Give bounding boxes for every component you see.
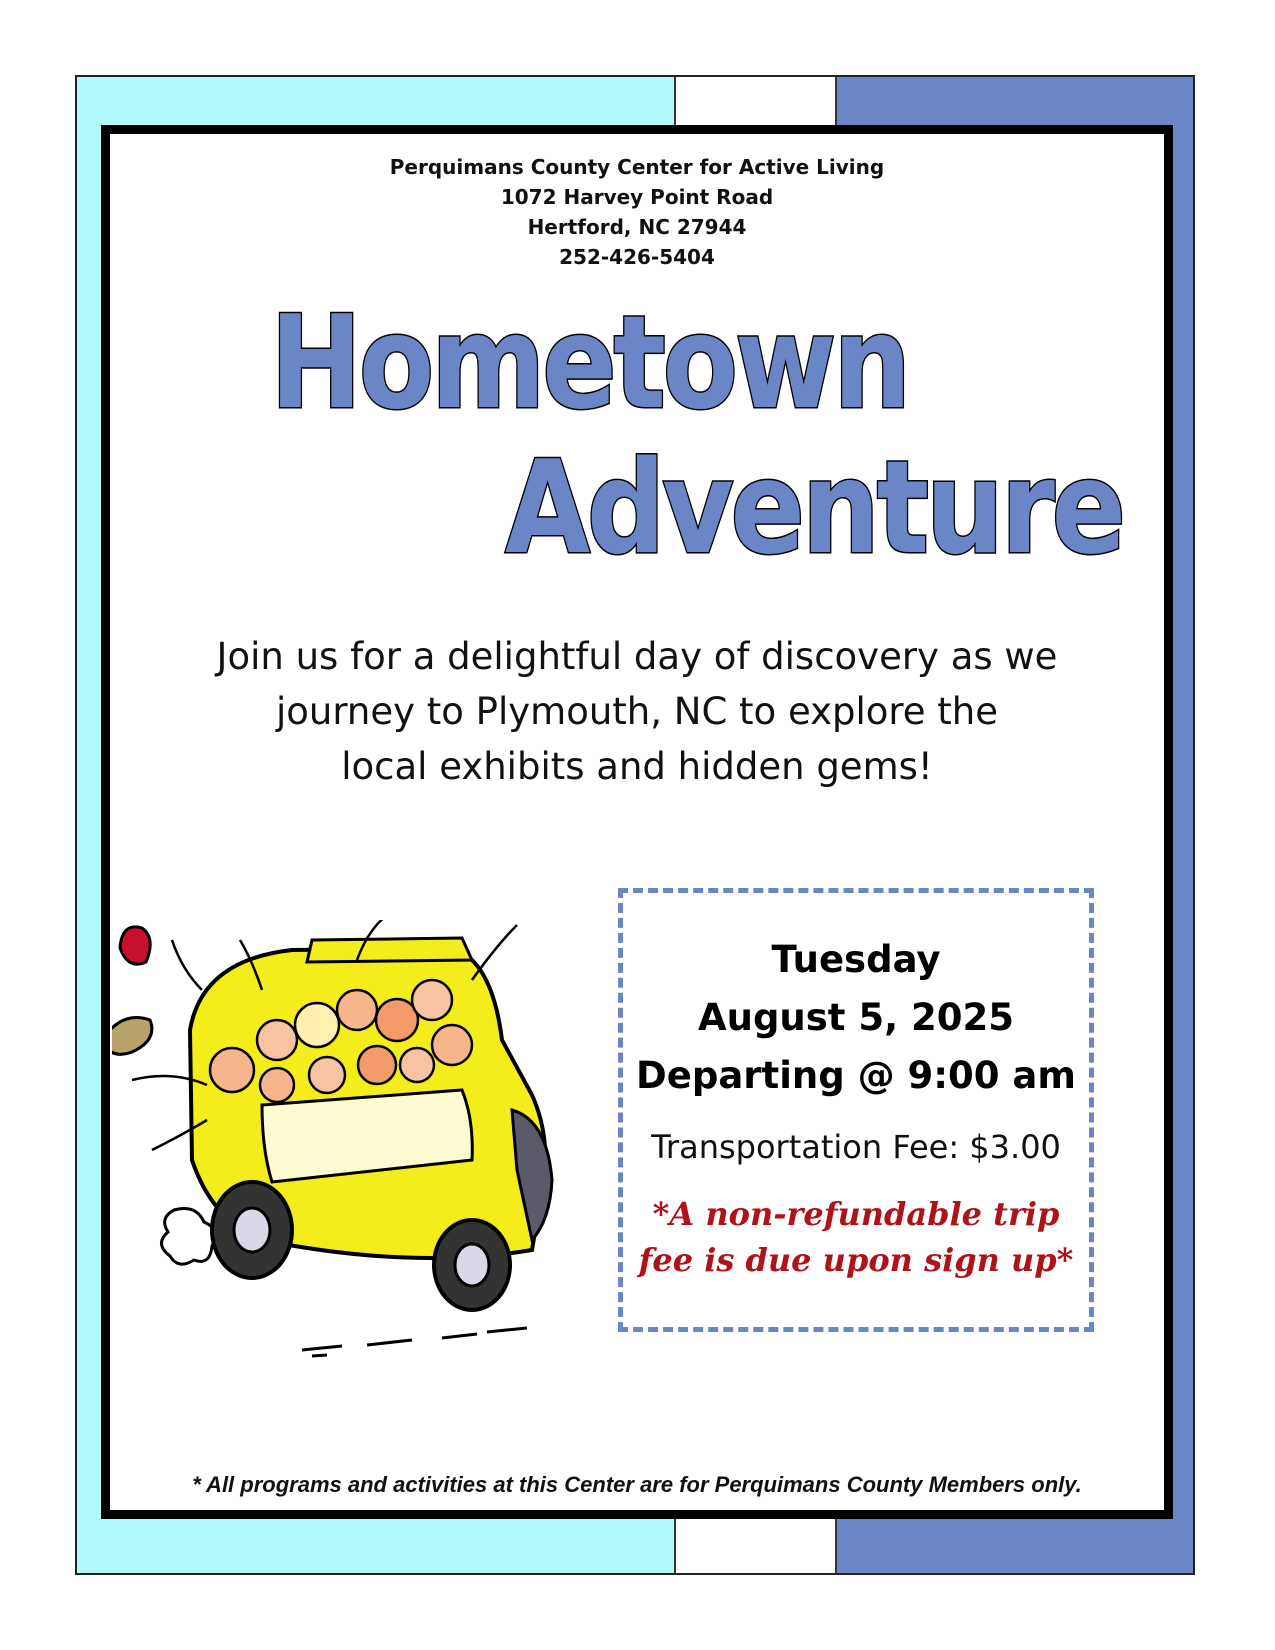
tan-hat <box>112 1018 152 1055</box>
refund-note <box>623 1191 1089 1283</box>
intro-line-3: local exhibits and hidden gems! <box>341 745 933 788</box>
event-departure: Departing @ 9:00 am <box>636 1054 1076 1097</box>
motion-lines <box>302 1328 527 1356</box>
transportation-fee: Transportation Fee: $3.00 <box>651 1128 1061 1166</box>
event-info-box <box>618 888 1094 1332</box>
membership-footnote: * All programs and activities at this Center are for Perquimans County Members only. <box>192 1472 1082 1497</box>
phone-number: 252-426-5404 <box>559 245 715 269</box>
school-bus-illustration <box>112 920 632 1380</box>
event-datetime <box>623 931 1089 1105</box>
event-date: August 5, 2025 <box>697 996 1015 1039</box>
intro-text <box>110 629 1164 794</box>
city-state-zip: Hertford, NC 27944 <box>527 215 747 239</box>
org-name: Perquimans County Center for Active Living <box>389 155 885 179</box>
intro-line-2: journey to Plymouth, NC to explore the <box>275 690 999 733</box>
intro-line-1: Join us for a delightful day of discovery as we <box>216 635 1058 678</box>
refund-note-line-1: *A non-refundable trip <box>652 1195 1060 1233</box>
title-line-1: Hometown <box>270 289 908 438</box>
refund-note-line-2: fee is due upon sign up* <box>638 1241 1074 1279</box>
title-line-2: Adventure <box>505 434 1123 583</box>
center-address <box>110 152 1164 272</box>
roof-rack <box>307 938 472 962</box>
exhaust-cloud <box>161 1209 215 1265</box>
event-day: Tuesday <box>771 938 941 981</box>
red-hat <box>120 927 150 964</box>
street-address: 1072 Harvey Point Road <box>500 185 774 209</box>
